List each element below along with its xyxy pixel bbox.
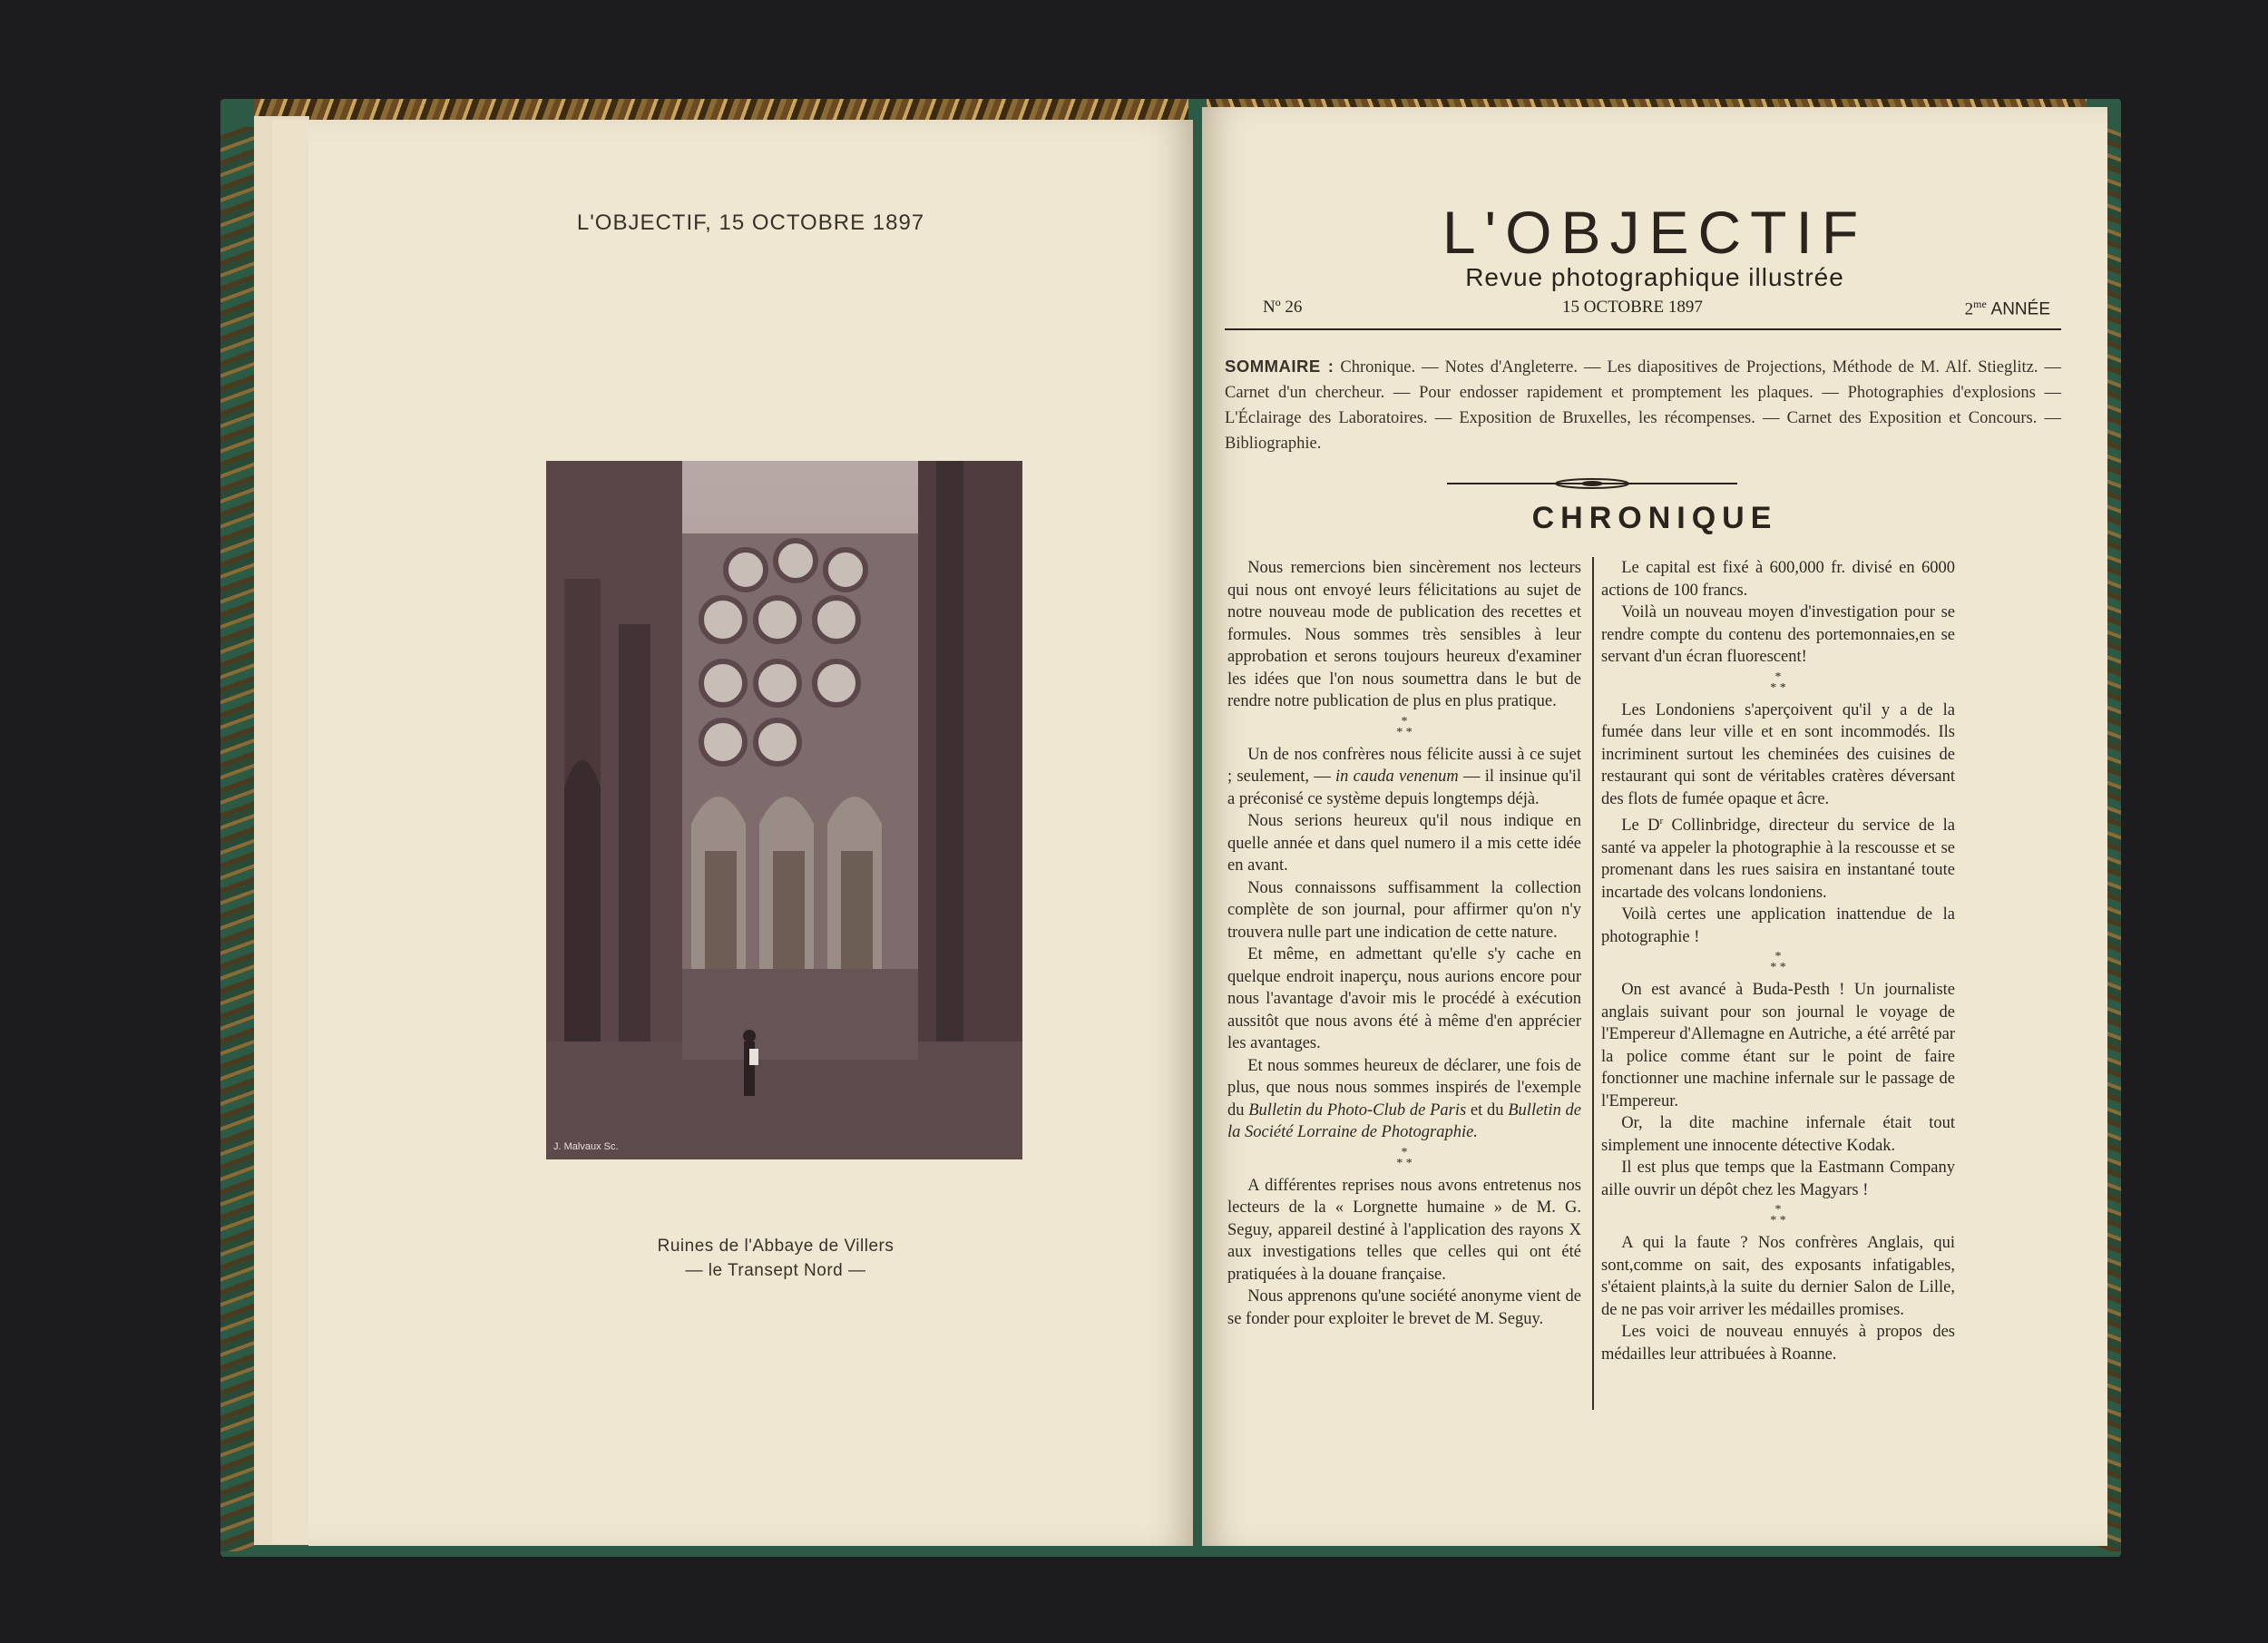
photo-signature: J. Malvaux Sc. <box>553 1141 619 1152</box>
paragraph: Voilà un nouveau moyen d'investigation pour se rendre compte du contenu des portemonnaies,en se servant d'un écran fluorescent! <box>1601 603 1955 666</box>
text-run: Collinbridge, directeur du service de la santé va appeler la photographie à la rescousse et se promenant dans les rues saisira en instantané toute incartade des volcans londoniens. <box>1601 817 1956 902</box>
paragraph <box>1227 744 1581 811</box>
asterism: * * * <box>1770 1203 1786 1228</box>
paragraph <box>1227 1055 1581 1144</box>
caption-line-1: Ruines de l'Abbaye de Villers <box>657 1237 894 1256</box>
paragraph <box>1601 810 1955 904</box>
italic-phrase: Bulletin du Photo-Club de Paris <box>1248 1100 1467 1120</box>
paragraph: Nous connaissons suffisamment la collection complète de son journal, pour affirmer qu'on n'y trouvera nulle part une indication de cette nature. <box>1227 878 1581 942</box>
column-divider <box>1592 557 1594 1410</box>
asterism: * * * <box>1396 714 1413 739</box>
paragraph: On est avancé à Buda-Pesth ! Un journaliste anglais suivant pour son journal le voyage de l'Empereur d'Allemagne en Autriche, a été arrêté par la police comme étant sur le point de faire fonctionner une machine infernale sur le passage de l'Empereur. <box>1601 981 1955 1110</box>
caption-line-2: — le Transept Nord — <box>685 1261 866 1280</box>
sommaire-text: Chronique. — Notes d'Angleterre. — Les diapositives de Projections, Méthode de M. Alf. Stieglitz. — Carnet d'un chercheur. — Pour endosser rapidement et promptement les plaques. — Photographies d'explosions — L'Éclairage des Laboratoires. — Exposition de Bruxelles, les récompenses. — Carnet des Exposition et Concours. — Bibliographie. <box>1225 358 2061 453</box>
left-page <box>308 120 1193 1546</box>
issue-year-word: ANNÉE <box>1990 299 2050 319</box>
page-stack-inner <box>272 120 309 1544</box>
issue-year <box>1965 298 2050 319</box>
photo-caption <box>308 1234 1243 1283</box>
paragraph: Les voici de nouveau ennuyés à propos des médailles leur attribuées à Roanne. <box>1601 1323 1955 1364</box>
abbey-photograph <box>546 461 1022 1159</box>
paragraph: Nous remercions bien sincèrement nos lecteurs qui nous ont envoyé leurs félicitations au sujet de notre nouveau mode de publication des recettes et formules. Nous sommes très sensibles à leur approbation et serons toujours heureux d'examiner les idées que l'on nous soumettra dans le but de rendre notre publication de plus en plus pratique. <box>1227 559 1581 710</box>
text-run: Le D <box>1621 817 1660 836</box>
table-of-contents <box>1225 354 2061 456</box>
paragraph: Les Londoniens s'aperçoivent qu'il y a de la fumée dans leur ville et en sont incommodés. Ils incriminent surtout les cheminées des cuisines de restaurant qui sont de véritables cratères déversant des flots de fumée opaque et âcre. <box>1601 700 1955 808</box>
text-run: Et nous sommes heureux de déclarer, une fois de plus, que nous nous sommes inspirés de l'exemple du <box>1227 1056 1581 1120</box>
masthead-rule <box>1225 328 2061 330</box>
article-column-right <box>1601 557 1955 1365</box>
paragraph: Nous apprenons qu'une société anonyme vient de se fonder pour exploiter le brevet de M. Seguy. <box>1227 1287 1581 1328</box>
superscript: r <box>1659 816 1664 826</box>
asterism: * * * <box>1770 950 1786 975</box>
asterism: * * * <box>1770 670 1786 695</box>
text-run: Un de nos confrères nous félicite aussi à ce sujet ; seulement, — <box>1227 745 1581 786</box>
paragraph: Et même, en admettant qu'elle s'y cache en quelque endroit inaperçu, nous aurions encore pour nous l'avantage d'avoir mis le procédé à exécution aussitôt que nous avons été à même d'en apprécier les avantages. <box>1227 945 1581 1052</box>
masthead-title: L'OBJECTIF <box>1442 199 1868 266</box>
text-run: — il insinue qu'il a préconisé ce système depuis longtemps déjà. <box>1227 768 1581 808</box>
italic-phrase: in cauda venenum <box>1334 768 1459 786</box>
paragraph: Or, la dite machine infernale était tout simplement une innocente détective Kodak. <box>1601 1114 1955 1155</box>
asterism: * * * <box>1396 1145 1413 1170</box>
section-title: CHRONIQUE <box>1531 501 1778 535</box>
paragraph: Il est plus que temps que la Eastmann Company aille ouvrir un dépôt chez les Magyars ! <box>1601 1159 1955 1199</box>
running-header: L'OBJECTIF, 15 OCTOBRE 1897 <box>576 210 925 235</box>
italic-phrase: Bulletin de la Société Lorraine de Photographie. <box>1227 1100 1582 1141</box>
text-run: et du <box>1470 1100 1504 1120</box>
issue-info-row <box>1263 298 2050 325</box>
paragraph: A qui la faute ? Nos confrères Anglais, qui sont,comme on sait, des exposants infatigables, s'étaient plaints,à la suite du dernier Salon de Lille, de ne pas voir arriver les médailles promises. <box>1601 1234 1955 1319</box>
sommaire-label: SOMMAIRE : <box>1225 357 1334 376</box>
article-column-left <box>1227 557 1581 1330</box>
paragraph: Le capital est fixé à 600,000 fr. divisé en 6000 actions de 100 francs. <box>1601 559 1955 600</box>
paragraph: Voilà certes une application inattendue de la photographie ! <box>1601 905 1955 946</box>
ornament-divider <box>1447 477 1737 490</box>
issue-number: Nº 26 <box>1263 298 1303 317</box>
marbled-edge-left <box>220 127 257 1551</box>
issue-year-sup: me <box>1973 298 1987 310</box>
issue-year-number: 2 <box>1964 299 1974 319</box>
paragraph: Nous serions heureux qu'il nous indique en quelle année et dans quel numero il a mis cette idée en avant. <box>1227 812 1581 875</box>
paragraph: A différentes reprises nous avons entretenus nos lecteurs de la « Lorgnette humaine » de M. G. Seguy, appareil destiné à l'application des rayons X aux investigations telles que celles qui ont été pratiquées à la douane française. <box>1227 1176 1581 1284</box>
issue-date: 15 OCTOBRE 1897 <box>1562 298 1703 317</box>
right-page <box>1202 107 2107 1546</box>
masthead-subtitle: Revue photographique illustrée <box>1465 263 1844 291</box>
abbey-ruins-image <box>546 461 1022 1159</box>
